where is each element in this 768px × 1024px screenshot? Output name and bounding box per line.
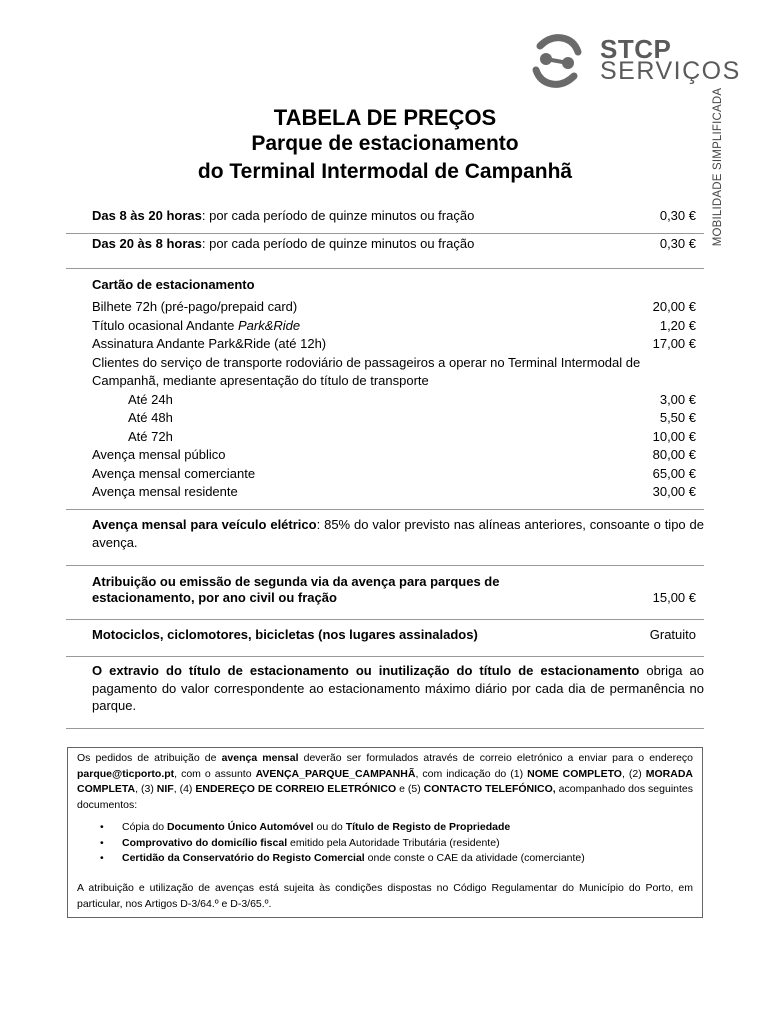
page-subtitle-2: do Terminal Intermodal de Campanhã <box>197 160 573 183</box>
divider <box>66 728 704 729</box>
page-title: TABELA DE PREÇOS <box>273 105 497 130</box>
card-item: Assinatura Andante Park&Ride (até 12h) 17,00 € <box>92 336 696 351</box>
rate-day-price: 0,30 € <box>659 208 696 223</box>
duration-item: Até 72h 10,00 € <box>128 428 696 444</box>
clients-text-line: Clientes do serviço de transporte rodoviário de passageiros a operar no Terminal Intermodal de <box>92 354 641 370</box>
duration-item: Até 48h 5,50 € <box>128 410 696 425</box>
divider <box>66 656 704 657</box>
motorcycles-price: Gratuito <box>649 627 696 642</box>
divider <box>66 565 704 566</box>
brand-name: STCP <box>600 34 672 64</box>
monthly-item: Avença mensal residente 30,00 € <box>92 484 696 499</box>
stcp-logo-icon <box>526 30 588 92</box>
monthly-item: Avença mensal público 80,00 € <box>92 447 696 462</box>
duration-item: Até 24h 3,00 € <box>128 391 696 407</box>
divider <box>66 268 704 269</box>
rate-day-row: Das 8 às 20 horas: por cada período de quinze minutos ou fração 0,30 € <box>92 207 696 226</box>
notice-paragraph: Os pedidos de atribuição de avença mensal deverão ser formulados através de correio eletrónico a enviar para o endereço parque@ticporto.pt, com o assunto AVENÇA_PARQUE_CAMPANHÃ, com indicação do (1) NOME COMPLETO, (2) MORADA COMPLETA, (3) NIF, (4) ENDEREÇO DE CORREIO ELETRÓNICO e (5) CONTACTO TELEFÓNICO, acompanhado dos seguintes documentos: <box>77 752 694 811</box>
second-copy-line: Atribuição ou emissão de segunda via da avença para parques de <box>92 574 500 589</box>
page-subtitle: Parque de estacionamento <box>251 132 519 155</box>
divider <box>66 619 704 620</box>
card-item: Bilhete 72h (pré-pago/prepaid card) 20,00 € <box>92 299 696 314</box>
electric-paragraph: Avença mensal para veículo elétrico: 85% do valor previsto nas alíneas anteriores, consoante o tipo de avença. <box>92 517 704 550</box>
notice-conditions: A atribuição e utilização de avenças está sujeita às condições dispostas no Código Regulamentar do Município do Porto, em particular, nos Artigos D-3/64.º e D-3/65.º. <box>77 882 693 910</box>
clients-text-line: Campanhã, mediante apresentação do título de transporte <box>92 373 429 388</box>
loss-paragraph: O extravio do título de estacionamento ou inutilização do título de estacionamento obriga ao pagamento do valor correspondente ao estacionamento máximo diário por cada dia de permanência no parque. <box>92 663 704 713</box>
second-copy-row: estacionamento, por ano civil ou fração 15,00 € <box>92 589 696 608</box>
rate-night-price: 0,30 € <box>659 236 696 251</box>
rate-night-row: Das 20 às 8 horas: por cada período de quinze minutos ou fração 0,30 € <box>92 235 696 254</box>
second-copy-price: 15,00 € <box>652 590 696 605</box>
card-item: Título ocasional Andante Park&Ride 1,20 € <box>92 317 696 333</box>
divider <box>66 233 704 234</box>
brand-tagline: MOBILIDADE SIMPLIFICADA <box>712 87 724 247</box>
motorcycles-row: Motociclos, ciclomotores, bicicletas (nos lugares assinalados) Gratuito <box>92 626 696 645</box>
divider <box>66 509 704 510</box>
monthly-item: Avença mensal comerciante 65,00 € <box>92 465 696 481</box>
card-heading: Cartão de estacionamento <box>92 277 255 292</box>
brand-logo <box>526 30 741 92</box>
brand-subname: SERVIÇOS <box>600 57 741 85</box>
notice-box: Os pedidos de atribuição de avença mensal deverão ser formulados através de correio eletrónico a enviar para o endereço parque@ticporto.pt, com o assunto AVENÇA_PARQUE_CAMPANHÃ, com indicação do (1) NOME COMPLETO, (2) MORADA COMPLETA, (3) NIF, (4) ENDEREÇO DE CORREIO ELETRÓNICO e (5) CONTACTO TELEFÓNICO, acompanhado dos seguintes documentos: • Cópia do Documento Único Automóvel ou do Título de Registo de Propriedade • Comprovativo do domicílio fiscal emitido pela Autoridade Tributária (residente) • Certidão da Conservatório do Registo Comercial onde conste o CAE da atividade (comerciante) A atribuição e utilização de avenças está sujeita às condições dispostas no Código Regulamentar do Município do Porto, em particular, nos Artigos D-3/64.º e D-3/65.º. <box>67 747 703 918</box>
